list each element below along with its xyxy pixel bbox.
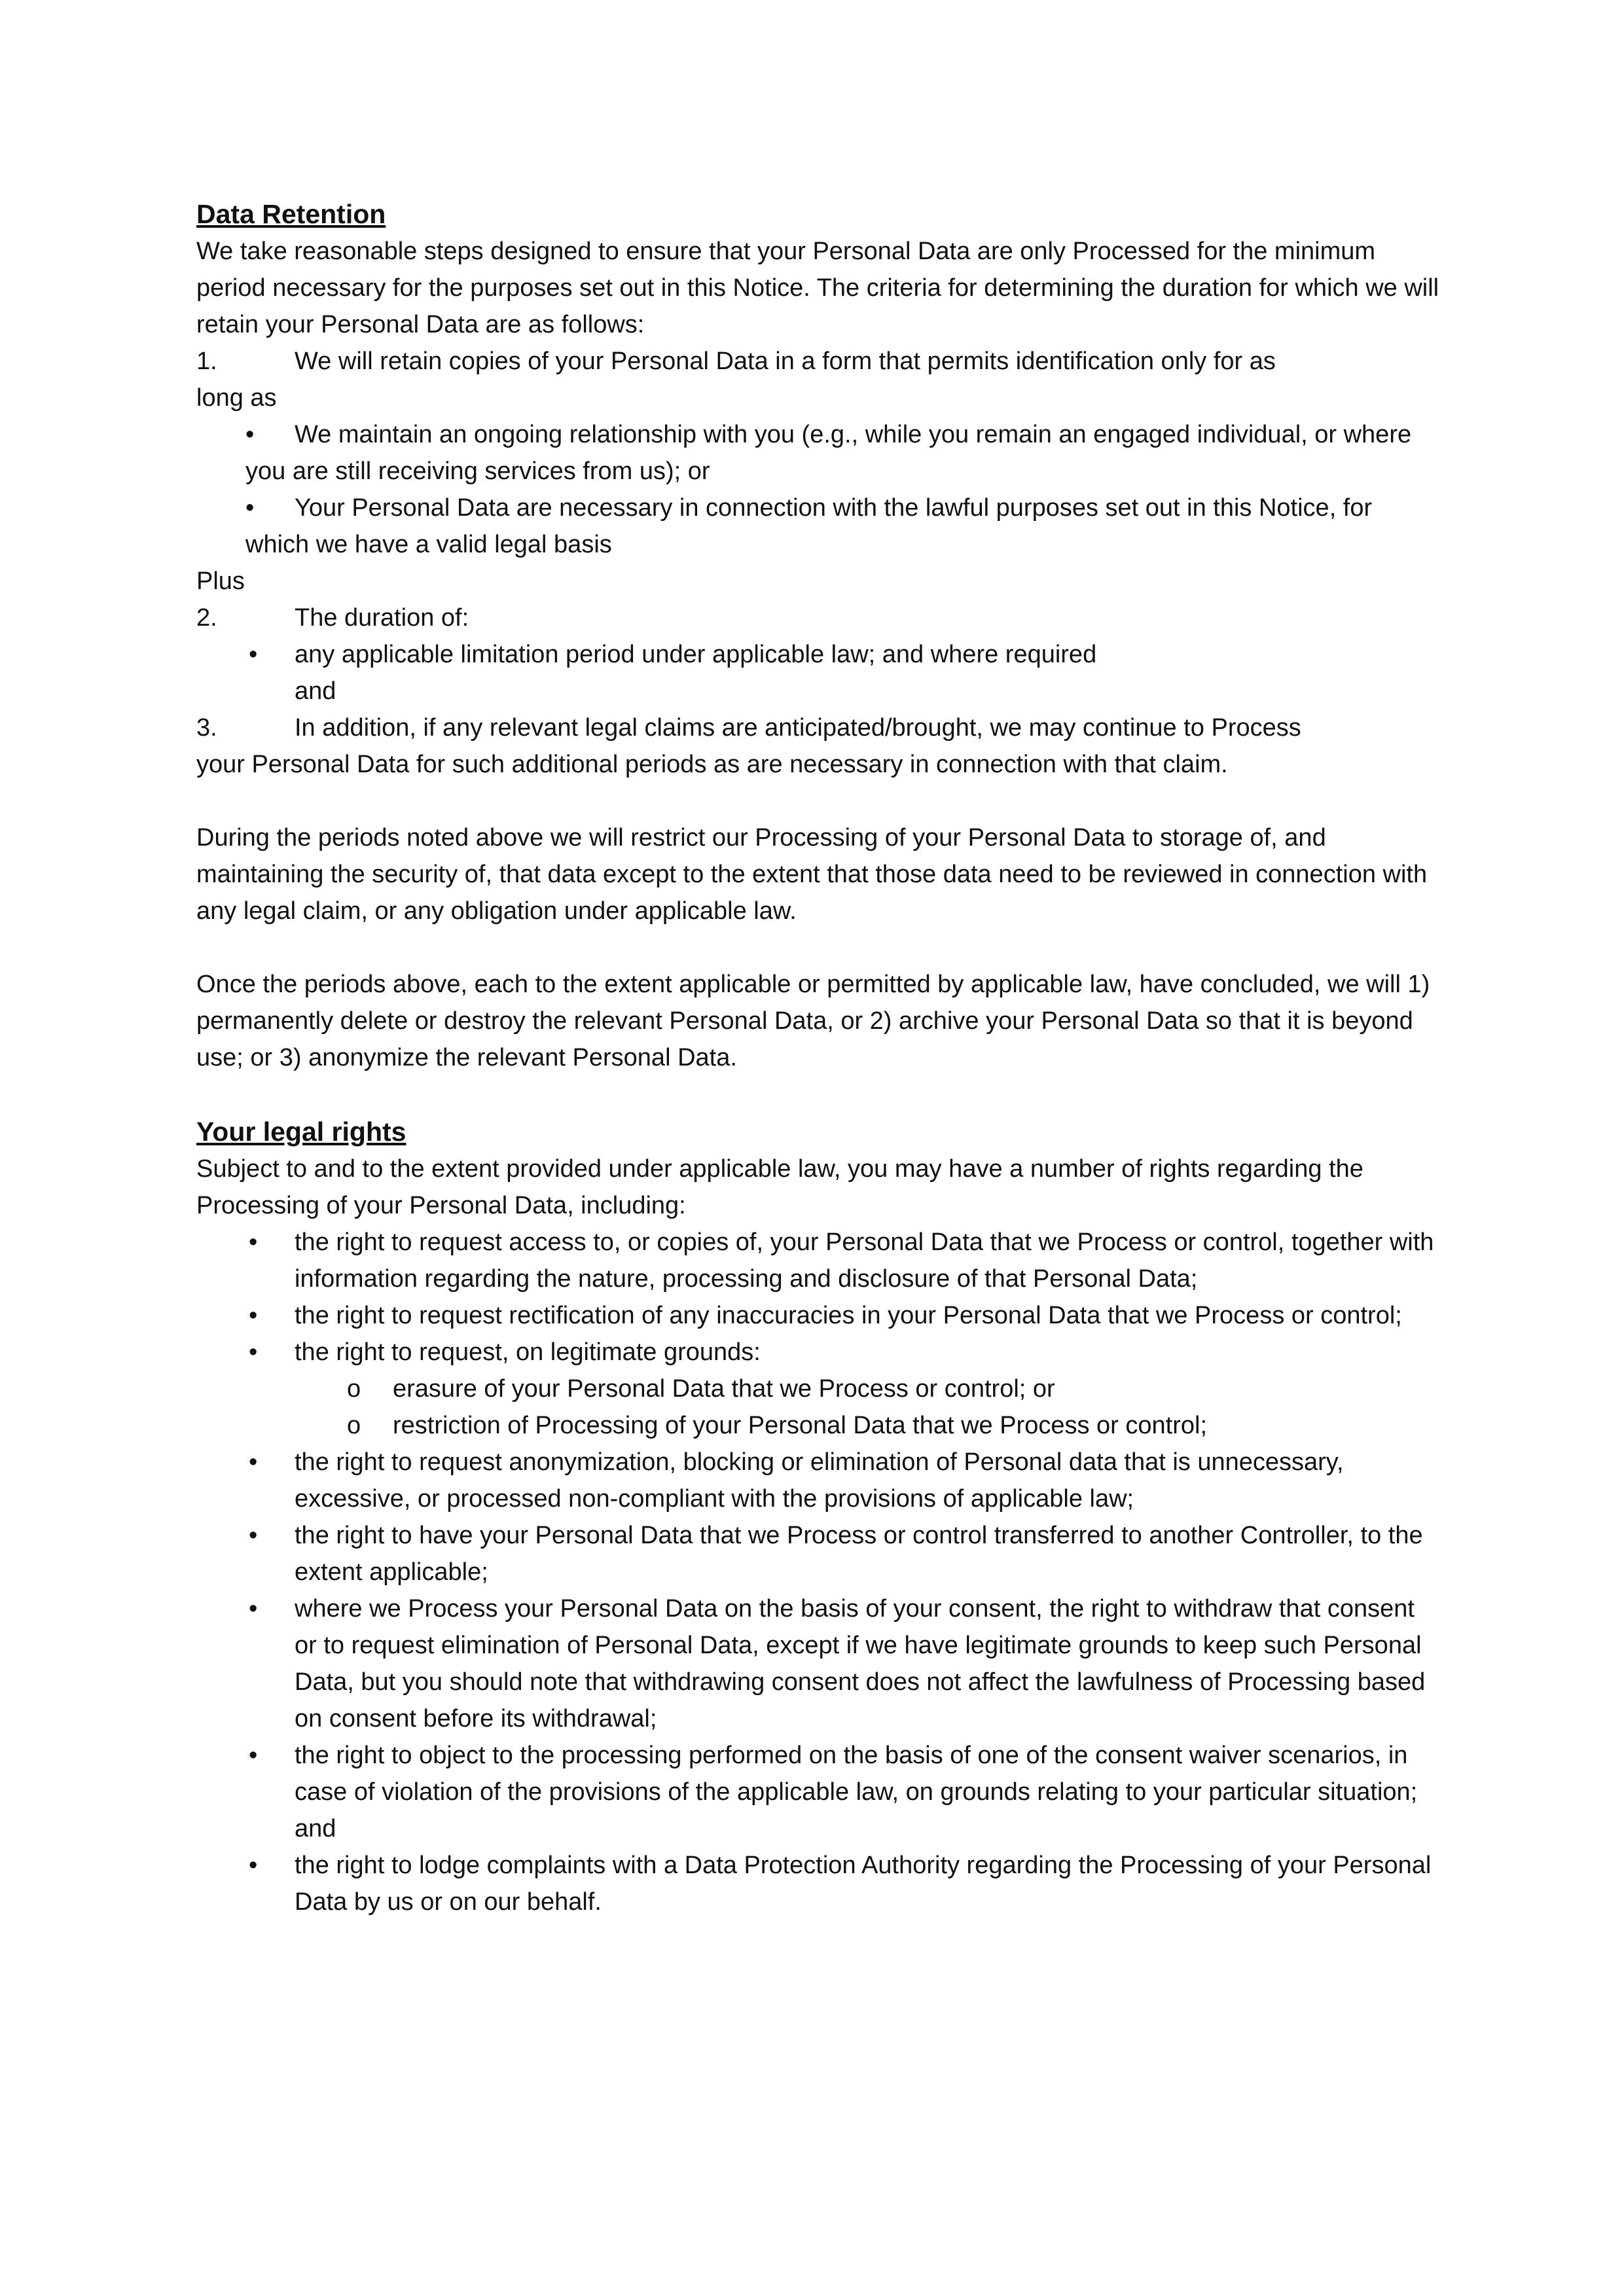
bullet-marker: •: [245, 421, 255, 448]
and-label: and: [295, 677, 336, 705]
list-item: [196, 490, 1440, 563]
document-content: [196, 195, 1440, 1920]
bullet-marker: •: [249, 1338, 258, 1366]
list-item: [196, 1737, 1440, 1847]
list-item: [196, 1224, 1440, 1297]
item-continuation: long as: [196, 384, 277, 412]
retention-paragraph: During the periods noted above we will restrict our Processing of your Personal Data to storage of, and maintaining the security of, that data except to the extent that those data need to be reviewed in connection with any legal claim, or any obligation under applicable law.: [196, 824, 1428, 925]
item-number: 2.: [196, 604, 217, 632]
spacer: [196, 783, 1440, 819]
spacer: [196, 1093, 1440, 1113]
bullet-text: the right to request access to, or copies of, your Personal Data that we Process or control, together with information regarding the nature, processing and disclosure of that Personal Data;: [295, 1229, 1434, 1293]
bullet-marker: •: [249, 1448, 258, 1476]
rights-intro: Subject to and to the extent provided under applicable law, you may have a number of rights regarding the Processing of your Personal Data, including:: [196, 1155, 1363, 1219]
item-text: In addition, if any relevant legal claims are anticipated/brought, we may continue to Process: [295, 714, 1301, 742]
item-continuation: your Personal Data for such additional periods as are necessary in connection with that claim.: [196, 751, 1228, 778]
bullet-text: any applicable limitation period under applicable law; and where required: [295, 641, 1097, 668]
sub-bullet-text: erasure of your Personal Data that we Process or control; or: [393, 1375, 1055, 1403]
bullet-marker: •: [249, 1742, 258, 1769]
list-item: [196, 636, 1440, 673]
numbered-item-2: [196, 600, 1440, 636]
section-legal-rights: [196, 1093, 1440, 1920]
item-number: 1.: [196, 348, 217, 375]
numbered-item-1: [196, 343, 1440, 380]
bullet-marker: •: [249, 1302, 258, 1329]
section-heading-legal-rights: Your legal rights: [196, 1117, 406, 1147]
bullet-text: the right to lodge complaints with a Data Protection Authority regarding the Processing of your Personal Data by us or on our behalf.: [295, 1852, 1432, 1916]
bullet-text: We maintain an ongoing relationship with you (e.g., while you remain an engaged individual, or where you are still receiving services from us); or: [245, 421, 1412, 485]
bullet-text: the right to request rectification of any inaccuracies in your Personal Data that we Process or control;: [295, 1302, 1402, 1329]
bullet-marker: •: [249, 1852, 258, 1879]
list-item: [196, 416, 1440, 490]
list-item: [196, 1444, 1440, 1517]
sub-bullet-text: restriction of Processing of your Personal Data that we Process or control;: [393, 1412, 1207, 1439]
bullet-text: the right to object to the processing performed on the basis of one of the consent waiver scenarios, in case of violation of the provisions of the applicable law, on grounds relating to your particular situation; and: [295, 1742, 1418, 1842]
sub-bullet-marker: o: [347, 1412, 361, 1439]
list-item: [196, 1847, 1440, 1920]
section-heading-data-retention: Data Retention: [196, 199, 386, 229]
list-item: [196, 1297, 1440, 1334]
sub-list-item: [196, 1407, 1440, 1444]
list-item: [196, 1590, 1440, 1737]
numbered-item-3: [196, 709, 1440, 746]
bullet-text: the right to request anonymization, blocking or elimination of Personal data that is unnecessary, excessive, or processed non-compliant with the provisions of applicable law;: [295, 1448, 1344, 1513]
intro-paragraph: We take reasonable steps designed to ensure that your Personal Data are only Processed for the minimum period necessary for the purposes set out in this Notice. The criteria for determining the duration for which we will retain your Personal Data are as follows:: [196, 238, 1439, 338]
deletion-paragraph: Once the periods above, each to the extent applicable or permitted by applicable law, have concluded, we will 1) permanently delete or destroy the relevant Personal Data, or 2) archive your Personal Data so that it is beyond use; or 3) anonymize the relevant Personal Data.: [196, 971, 1430, 1071]
spacer: [196, 929, 1440, 966]
list-item: [196, 1517, 1440, 1590]
bullet-text: where we Process your Personal Data on the basis of your consent, the right to withdraw that consent or to request elimination of Personal Data, except if we have legitimate grounds to keep such Personal Data, but you should note that withdrawing consent does not affect the lawfulness of Processing based on consent before its withdrawal;: [295, 1595, 1426, 1732]
bullet-marker: •: [245, 494, 255, 522]
item-number: 3.: [196, 714, 217, 742]
sub-list-item: [196, 1371, 1440, 1407]
bullet-marker: •: [249, 1595, 258, 1623]
bullet-marker: •: [249, 1229, 258, 1256]
item-text: The duration of:: [295, 604, 469, 632]
item-text: We will retain copies of your Personal Data in a form that permits identification only for as: [295, 348, 1276, 375]
list-item: [196, 1334, 1440, 1371]
bullet-text: the right to request, on legitimate grounds:: [295, 1338, 761, 1366]
sub-bullet-marker: o: [347, 1375, 361, 1403]
bullet-marker: •: [249, 1522, 258, 1549]
plus-label: Plus: [196, 567, 245, 595]
bullet-marker: •: [249, 641, 258, 668]
bullet-text: the right to have your Personal Data that we Process or control transferred to another Controller, to the extent applicable;: [295, 1522, 1423, 1586]
bullet-text: Your Personal Data are necessary in connection with the lawful purposes set out in this Notice, for which we have a valid legal basis: [245, 494, 1373, 558]
